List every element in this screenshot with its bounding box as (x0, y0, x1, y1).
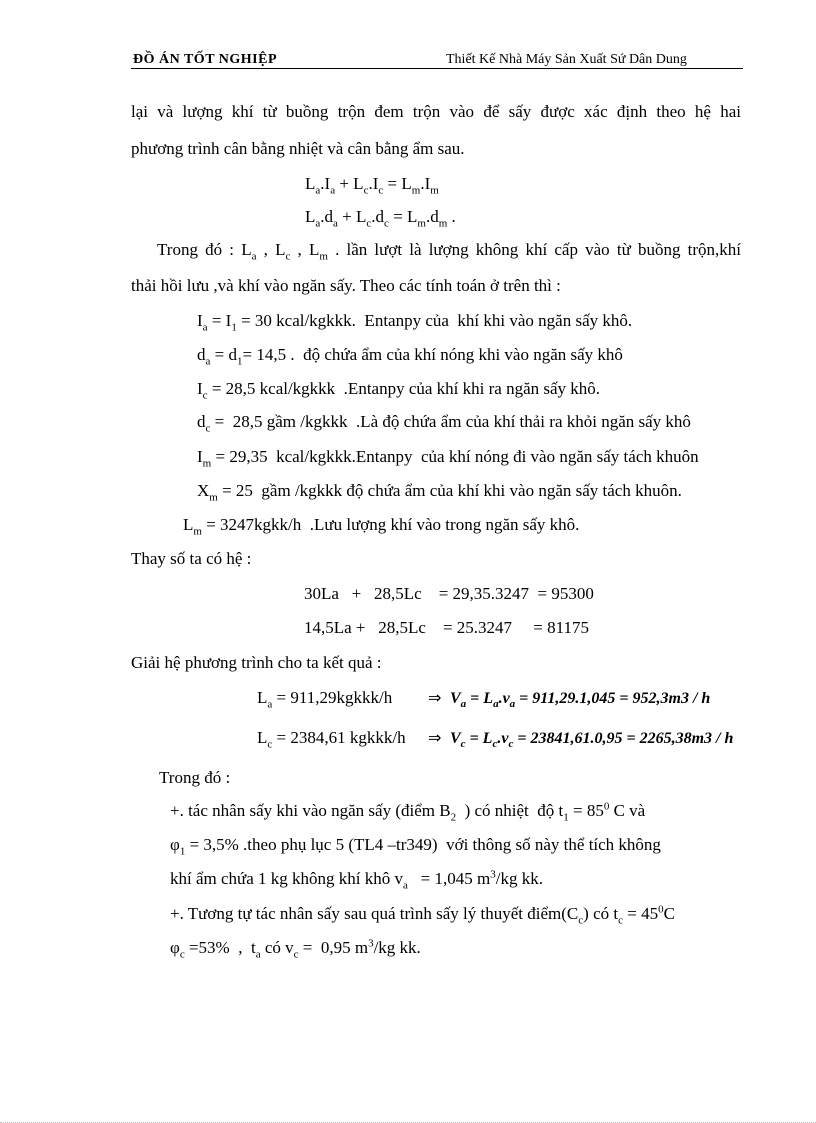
intro-line-1: lại và lượng khí từ buồng trộn đem trộn vào để sấy được xác định theo hệ hai (131, 102, 741, 121)
system-equation-2: 14,5La + 28,5Lc = 25.3247 = 81175 (304, 618, 589, 637)
note-1-line-1: +. tác nhân sấy khi vào ngăn sấy (điểm $B_2$ ) có nhiệt độ $t_1 = 85^0$ C và (170, 800, 646, 824)
result-Vc: $V_c = L_c.v_c = 23841,61.0,95 = 2265,38m3 / h$ (450, 730, 734, 751)
moisture-balance-equation: $L_a.d_a + L_c.d_c = L_m.d_m$ . (305, 207, 456, 230)
header-title-right: Thiết Kế Nhà Máy Sản Xuất Sứ Dân Dung (446, 52, 687, 67)
heat-balance-equation: $L_a.I_a + L_c.I_c = L_m.I_m$ (305, 174, 439, 197)
param-Ic: $I_c = 28,5$ kcal/kgkkk .Entanpy của khí khi ra ngăn sấy khô. (197, 379, 601, 402)
where-line-1: Trong đó : $L_a$ , $L_c$ , $L_m$ . lần lượt là lượng không khí cấp vào từ buồng trộn,khí (157, 240, 741, 263)
header-title-left: ĐỒ ÁN TỐT NGHIỆP (133, 52, 278, 67)
note-2-line-1: +. Tương tự tác nhân sấy sau quá trình sấy lý thuyết $điểm(C_c)$ có $t_c = 45^0C$ (170, 903, 675, 927)
where-line-2: thải hồi lưu ,và khí vào ngăn sấy. Theo các tính toán ở trên thì : (131, 276, 561, 295)
system-equation-1: 30La + 28,5Lc = 29,35.3247 = 95300 (304, 584, 594, 603)
note-1-line-2: $\varphi_1 = 3,5\%$ .theo phụ lục 5 (TL4 –tr349) với thông số này thể tích không (170, 835, 661, 858)
note-1-line-3: khí ẩm chứa 1 kg không khí khô $v_a = 1,045$ $m^3/kg$ kk. (170, 868, 543, 892)
param-da: $d_a = d_1= 14,5$ . độ chứa ẩm của khí nóng khi vào ngăn sấy khô (197, 345, 623, 368)
solve-label: Giải hệ phương trình cho ta kết quả : (131, 653, 382, 672)
substitute-label: Thay số ta có hệ : (131, 549, 252, 568)
param-Lm: $L_m$ = 3247kgkk/h .Lưu lượng khí vào trong ngăn sấy khô. (183, 515, 580, 538)
implies-arrow-2: ⇒ (428, 728, 442, 747)
note-2-line-2: $\varphi_c =53\%$ , $t_a$ có $v_c = 0,95$ $m^3/kg$ kk. (170, 937, 421, 961)
result-Va: $V_a = L_a.v_a = 911,29.1,045 = 952,3m3 / h$ (450, 690, 711, 711)
result-Lc: $L_c = 2384,61$ kgkkk/h (257, 728, 406, 751)
notes-label: Trong đó : (159, 768, 231, 787)
header-rule (131, 68, 743, 69)
intro-line-2: phương trình cân bằng nhiệt và cân bằng ẩm sau. (131, 139, 465, 158)
result-La: $L_a$ = 911,29kgkkk/h (257, 688, 393, 711)
param-dc: $d_c = 28,5$ gầm /kgkkk .Là độ chứa ẩm của khí thải ra khỏi ngăn sấy khô (197, 412, 691, 435)
param-Xm: $X_m = 25$ gầm /kgkkk độ chứa ẩm của khí khi vào ngăn sấy tách khuôn. (197, 481, 682, 504)
param-Im: $I_m = 29,35$ kcal/kgkkk.Entanpy của khí nóng đi vào ngăn sấy tách khuôn (197, 447, 699, 470)
implies-arrow-1: ⇒ (428, 688, 442, 707)
param-Ia: $I_a = I_1 = 30$ kcal/kgkkk. Entanpy của khí khi vào ngăn sấy khô. (197, 311, 633, 334)
